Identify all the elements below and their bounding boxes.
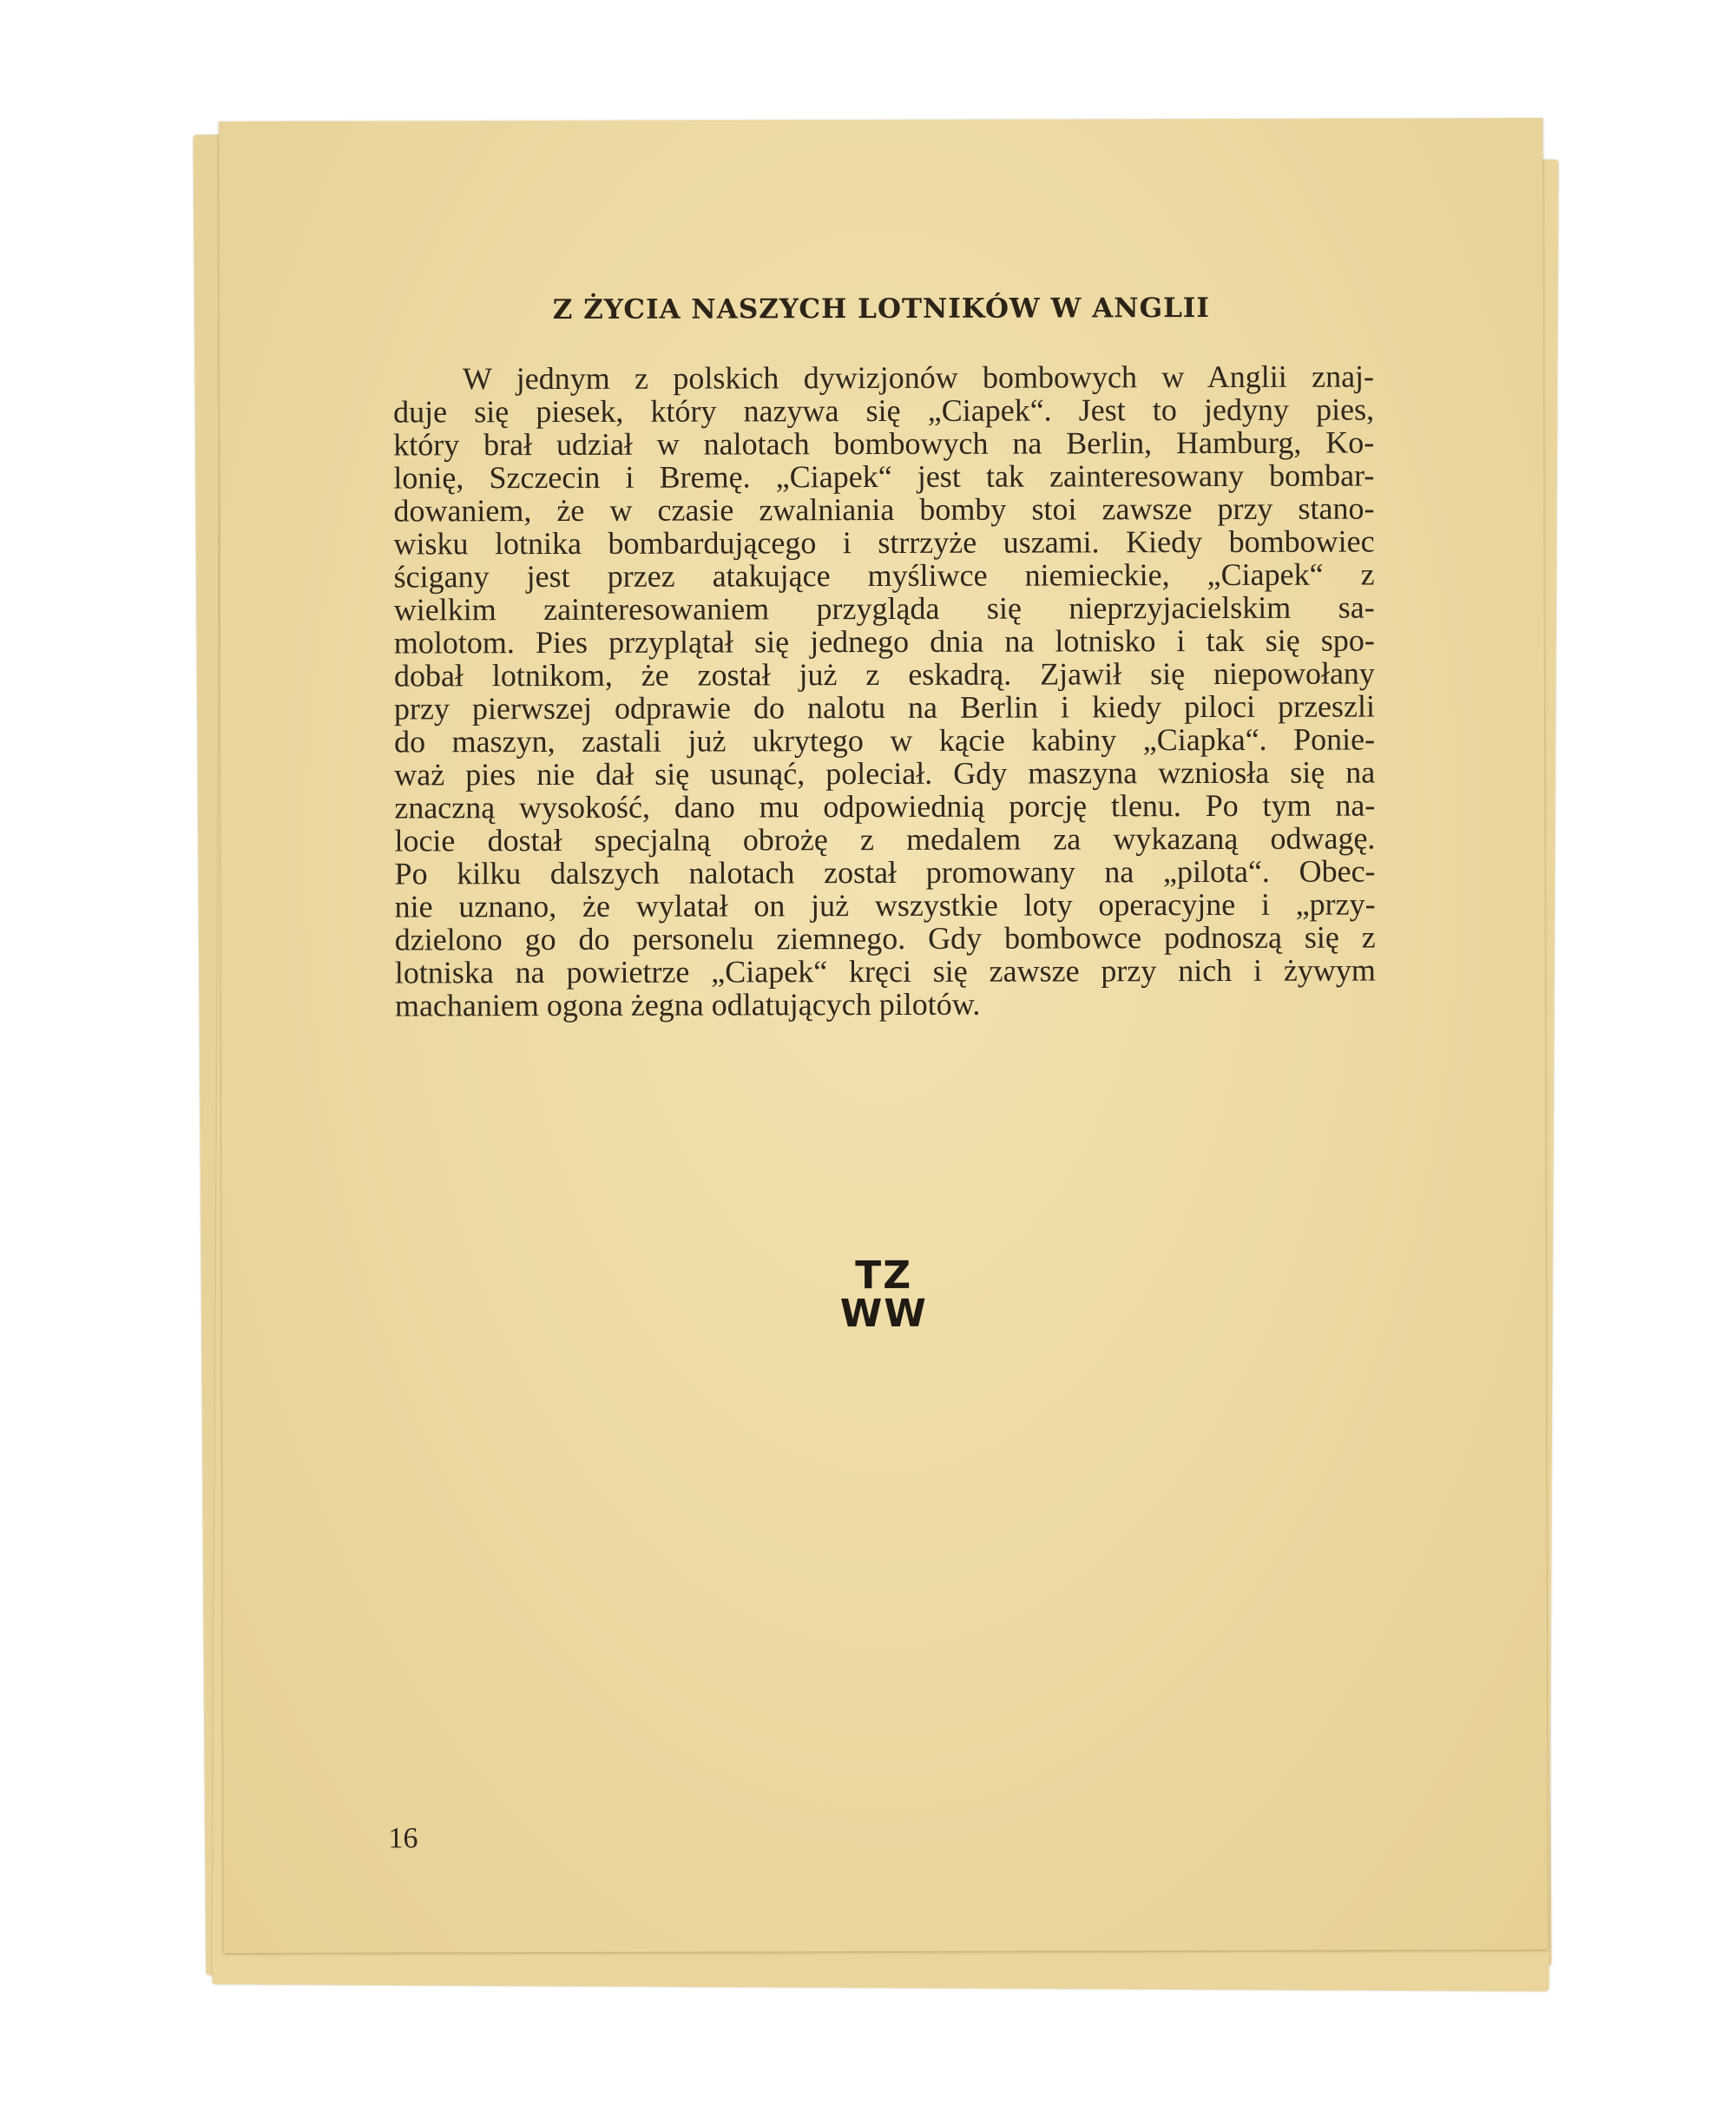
text-line: Po kilku dalszych nalotach został promowany na „pilota“. Obec- — [394, 853, 1376, 891]
text-line: znaczną wysokość, dano mu odpowiednią porcję tlenu. Po tym na- — [394, 787, 1376, 825]
text-line: duje się piesek, który nazywa się „Ciapek“. Jest to jedyny pies, — [393, 391, 1375, 430]
document-page — [219, 118, 1548, 1953]
text-line: W jednym z polskich dywizjonów bombowych w Anglii znaj- — [462, 358, 1375, 397]
text-line: ścigany jest przez atakujące myśliwce niemieckie, „Ciapek“ z — [393, 556, 1375, 595]
text-line: dobał lotnikom, że został już z eskadrą. Zjawił się niepowołany — [393, 655, 1375, 694]
article-body — [393, 360, 1376, 1023]
text-line: dzielono go do personelu ziemnego. Gdy bombowce podnoszą się z — [394, 919, 1376, 957]
publisher-logo — [222, 1255, 1546, 1335]
text-line: wielkim zainteresowaniem przygląda się nieprzyjacielskim sa- — [393, 589, 1375, 628]
text-line: do maszyn, zastali już ukrytego w kącie kabiny „Ciapka“. Ponie- — [394, 721, 1376, 760]
text-line: lonię, Szczecin i Bremę. „Ciapek“ jest tak zainteresowany bombar- — [393, 457, 1375, 496]
text-line: który brał udział w nalotach bombowych na Berlin, Hamburg, Ko- — [393, 424, 1375, 463]
logo-top: TZ — [855, 1253, 913, 1299]
page-number: 16 — [388, 1822, 418, 1855]
text-line: machaniem ogona żegna odlatujących pilotów. — [394, 986, 981, 1023]
logo-bottom: WW — [839, 1291, 928, 1337]
text-line: dowaniem, że w czasie zwalniania bomby stoi zawsze przy stano- — [393, 490, 1375, 529]
text-line: przy pierwszej odprawie do nalotu na Berlin i kiedy piloci przeszli — [393, 688, 1376, 727]
text-line: waż pies nie dał się usunąć, poleciał. Gdy maszyna wzniosła się na — [394, 754, 1376, 793]
text-line: lotniska na powietrze „Ciapek“ kręci się zawsze przy nich i żywym — [394, 952, 1376, 990]
text-line: wisku lotnika bombardującego i strrzyże uszami. Kiedy bombowiec — [393, 523, 1375, 562]
text-line: locie dostał specjalną obrożę z medalem za wykazaną odwagę. — [394, 820, 1376, 858]
text-line: molotom. Pies przyplątał się jednego dnia na lotnisko i tak się spo- — [393, 622, 1375, 661]
page-title: Z ŻYCIA NASZYCH LOTNIKÓW W ANGLII — [552, 293, 1210, 326]
text-line: nie uznano, że wylatał on już wszystkie loty operacyjne i „przy- — [394, 886, 1376, 924]
